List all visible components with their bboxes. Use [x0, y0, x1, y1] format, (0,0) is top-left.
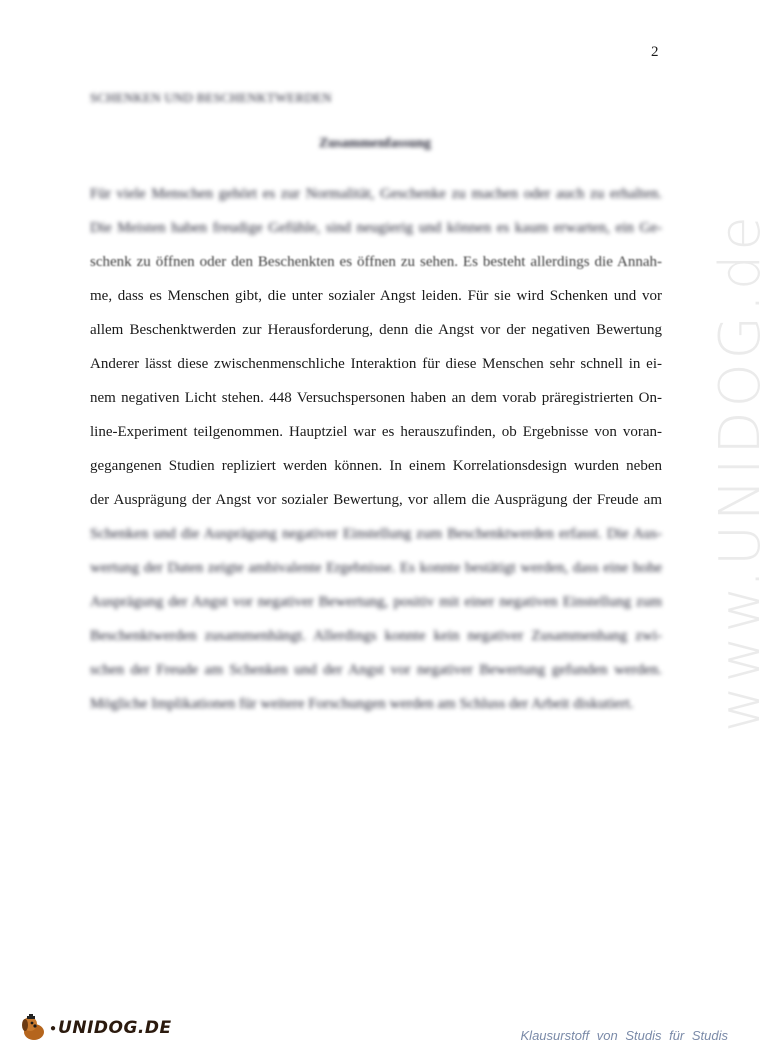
abstract-line: me, dass es Menschen gibt, die unter sozialer Angst leiden. Für sie wird Schenken und vor	[90, 288, 662, 304]
unidog-logo	[18, 1010, 172, 1046]
footer-tagline: Klausurstoff von Studis für Studis	[520, 1028, 728, 1043]
abstract-line: Schenken und die Ausprägung negativer Einstellung zum Beschenktwerden erfasst. Die Aus-	[90, 526, 662, 542]
logo-text: UNIDOG.DE	[58, 1018, 172, 1038]
abstract-line: Anderer lässt diese zwischenmenschliche Interaktion für diese Menschen sehr schnell in ei-	[90, 356, 662, 372]
abstract-line: nem negativen Licht stehen. 448 Versuchspersonen haben an dem vorab präregistrierten On-	[90, 390, 662, 406]
abstract-line: wertung der Daten zeigte ambivalente Ergebnisse. Es konnte bestätigt werden, dass eine hohe	[90, 560, 662, 576]
page-number: 2	[651, 44, 659, 60]
abstract-line: allem Beschenktwerden zur Herausforderung, denn die Angst vor der negativen Bewertung	[90, 322, 662, 338]
abstract-line: line-Experiment teilgenommen. Hauptziel war es herauszufinden, ob Ergebnisse von voran-	[90, 424, 662, 440]
abstract-line: Ausprägung der Angst vor negativer Bewertung, positiv mit einer negativen Einstellung zum	[90, 594, 662, 610]
abstract-line: schen der Freude am Schenken und der Angst vor negativer Bewertung gefunden werden.	[90, 662, 662, 678]
watermark: www.UNIDOG.de	[708, 212, 773, 732]
dog-icon	[18, 1013, 48, 1043]
abstract-body	[90, 177, 662, 721]
abstract-line: Die Meisten haben freudige Gefühle, sind neugierig und können es kaum erwarten, ein Ge-	[90, 220, 662, 236]
abstract-line: gegangenen Studien repliziert werden können. In einem Korrelationsdesign wurden neben	[90, 458, 662, 474]
abstract-line: Beschenktwerden zusammenhängt. Allerdings konnte kein negativer Zusammenhang zwi-	[90, 628, 662, 644]
paw-icon: ●	[50, 1022, 57, 1034]
abstract-line: schenk zu öffnen oder den Beschenkten es öffnen zu sehen. Es besteht allerdings die Annah-	[90, 254, 662, 270]
abstract-line: Für viele Menschen gehört es zur Normalität, Geschenke zu machen oder auch zu erhalten.	[90, 186, 662, 202]
abstract-line: Mögliche Implikationen für weitere Forschungen werden am Schluss der Arbeit diskutiert.	[90, 696, 634, 712]
running-head: SCHENKEN UND BESCHENKTWERDEN	[90, 90, 332, 105]
abstract-line: der Ausprägung der Angst vor sozialer Bewertung, vor allem die Ausprägung der Freude am	[90, 492, 662, 508]
section-heading: Zusammenfassung	[318, 136, 432, 151]
